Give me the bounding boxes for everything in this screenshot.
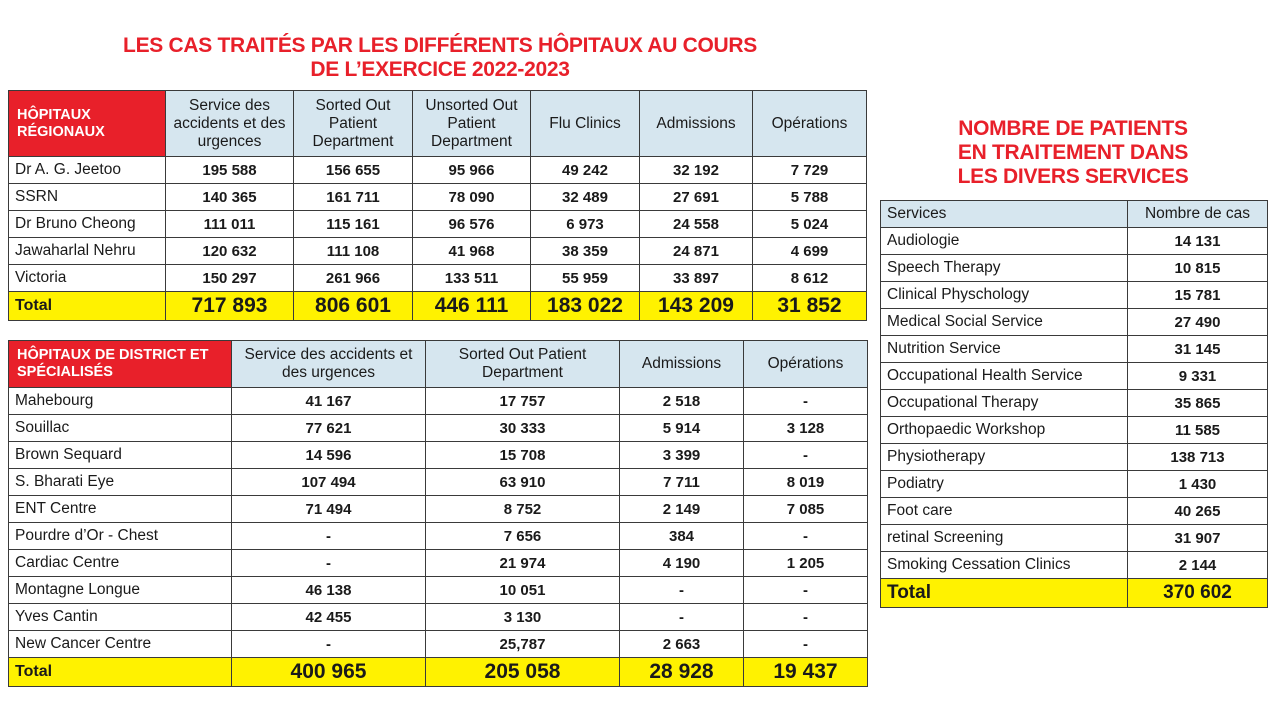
cell-value: - xyxy=(744,577,868,604)
cell-value: 14 596 xyxy=(232,442,426,469)
table-row xyxy=(9,415,868,442)
total-value: 183 022 xyxy=(531,292,640,321)
header-regional-hospitals: HÔPITAUX RÉGIONAUX xyxy=(9,91,166,157)
header-services: Services xyxy=(881,201,1128,228)
hospital-name: Brown Sequard xyxy=(9,442,232,469)
cell-value: 71 494 xyxy=(232,496,426,523)
header-sorted-opd: Sorted Out Patient Department xyxy=(294,91,413,157)
cell-value: 115 161 xyxy=(294,211,413,238)
table-row xyxy=(881,390,1268,417)
cell-value: 24 558 xyxy=(640,211,753,238)
service-name: Medical Social Service xyxy=(881,309,1128,336)
case-count: 27 490 xyxy=(1128,309,1268,336)
hospital-name: ENT Centre xyxy=(9,496,232,523)
table-row xyxy=(881,552,1268,579)
hospital-name: Jawaharlal Nehru xyxy=(9,238,166,265)
table-row xyxy=(9,469,868,496)
table-row xyxy=(9,631,868,658)
case-count: 31 907 xyxy=(1128,525,1268,552)
total-value: 370 602 xyxy=(1128,579,1268,608)
cell-value: 3 130 xyxy=(426,604,620,631)
service-name: Podiatry xyxy=(881,471,1128,498)
table-row xyxy=(881,444,1268,471)
service-name: Occupational Therapy xyxy=(881,390,1128,417)
cell-value: - xyxy=(744,604,868,631)
service-name: Physiotherapy xyxy=(881,444,1128,471)
cell-value: 1 205 xyxy=(744,550,868,577)
table-row xyxy=(881,282,1268,309)
cell-value: 195 588 xyxy=(166,157,294,184)
services-title-line1: NOMBRE DE PATIENTS xyxy=(958,117,1188,140)
cell-value: 25,787 xyxy=(426,631,620,658)
case-count: 15 781 xyxy=(1128,282,1268,309)
cell-value: 261 966 xyxy=(294,265,413,292)
cell-value: 10 051 xyxy=(426,577,620,604)
total-label: Total xyxy=(881,579,1128,608)
cell-value: 41 167 xyxy=(232,388,426,415)
cell-value: 3 399 xyxy=(620,442,744,469)
table-row xyxy=(881,498,1268,525)
cell-value: 7 085 xyxy=(744,496,868,523)
services-title-line3: LES DIVERS SERVICES xyxy=(957,165,1189,188)
cell-value: 5 914 xyxy=(620,415,744,442)
hospital-name: Souillac xyxy=(9,415,232,442)
case-count: 14 131 xyxy=(1128,228,1268,255)
cell-value: 30 333 xyxy=(426,415,620,442)
case-count: 1 430 xyxy=(1128,471,1268,498)
services-table xyxy=(880,200,1268,608)
services-title-line2: EN TRAITEMENT DANS xyxy=(957,141,1189,164)
cell-value: 15 708 xyxy=(426,442,620,469)
cell-value: 8 752 xyxy=(426,496,620,523)
table-row xyxy=(881,471,1268,498)
main-title-line2: DE L’EXERCICE 2022-2023 xyxy=(310,58,570,81)
cell-value: 38 359 xyxy=(531,238,640,265)
service-name: Audiologie xyxy=(881,228,1128,255)
table-row xyxy=(9,388,868,415)
hospital-name: Mahebourg xyxy=(9,388,232,415)
total-row xyxy=(9,292,867,321)
header-admissions: Admissions xyxy=(640,91,753,157)
cell-value: 384 xyxy=(620,523,744,550)
cell-value: 49 242 xyxy=(531,157,640,184)
cell-value: 150 297 xyxy=(166,265,294,292)
services-title xyxy=(888,117,1258,189)
cell-value: 120 632 xyxy=(166,238,294,265)
case-count: 9 331 xyxy=(1128,363,1268,390)
table-row xyxy=(881,417,1268,444)
service-name: Foot care xyxy=(881,498,1128,525)
table-row xyxy=(9,265,867,292)
cell-value: 5 788 xyxy=(753,184,867,211)
cell-value: - xyxy=(744,523,868,550)
cell-value: 21 974 xyxy=(426,550,620,577)
case-count: 138 713 xyxy=(1128,444,1268,471)
cell-value: 3 128 xyxy=(744,415,868,442)
header-district-hospitals: HÔPITAUX DE DISTRICT ET SPÉCIALISÉS xyxy=(9,341,232,388)
regional-hospitals-table xyxy=(8,90,867,321)
case-count: 40 265 xyxy=(1128,498,1268,525)
hospital-name: New Cancer Centre xyxy=(9,631,232,658)
table-row xyxy=(9,577,868,604)
cell-value: 55 959 xyxy=(531,265,640,292)
service-name: retinal Screening xyxy=(881,525,1128,552)
table-row xyxy=(9,442,868,469)
cell-value: - xyxy=(620,577,744,604)
table-row xyxy=(881,525,1268,552)
case-count: 2 144 xyxy=(1128,552,1268,579)
service-name: Clinical Physchology xyxy=(881,282,1128,309)
header-unsorted-opd: Unsorted Out Patient Department xyxy=(413,91,531,157)
table-row xyxy=(881,255,1268,282)
cell-value: - xyxy=(232,523,426,550)
cell-value: 111 011 xyxy=(166,211,294,238)
cell-value: 7 711 xyxy=(620,469,744,496)
header-operations: Opérations xyxy=(753,91,867,157)
table-row xyxy=(9,550,868,577)
cell-value: 5 024 xyxy=(753,211,867,238)
hospital-name: Dr Bruno Cheong xyxy=(9,211,166,238)
hospital-name: Pourdre d’Or - Chest xyxy=(9,523,232,550)
cell-value: 156 655 xyxy=(294,157,413,184)
cell-value: 4 699 xyxy=(753,238,867,265)
case-count: 35 865 xyxy=(1128,390,1268,417)
total-value: 28 928 xyxy=(620,658,744,687)
total-value: 19 437 xyxy=(744,658,868,687)
case-count: 10 815 xyxy=(1128,255,1268,282)
header-admissions: Admissions xyxy=(620,341,744,388)
hospital-name: Victoria xyxy=(9,265,166,292)
cell-value: 133 511 xyxy=(413,265,531,292)
cell-value: 17 757 xyxy=(426,388,620,415)
cell-value: 24 871 xyxy=(640,238,753,265)
cell-value: 2 518 xyxy=(620,388,744,415)
cell-value: - xyxy=(232,631,426,658)
table-header-row xyxy=(881,201,1268,228)
table-row xyxy=(9,523,868,550)
table-row xyxy=(9,211,867,238)
table-header-row xyxy=(9,341,868,388)
table-header-row xyxy=(9,91,867,157)
table-row xyxy=(9,157,867,184)
header-emergency-service: Service des accidents et des urgences xyxy=(232,341,426,388)
table-row xyxy=(881,336,1268,363)
cell-value: 8 019 xyxy=(744,469,868,496)
case-count: 11 585 xyxy=(1128,417,1268,444)
hospital-name: Cardiac Centre xyxy=(9,550,232,577)
hospital-name: SSRN xyxy=(9,184,166,211)
total-value: 143 209 xyxy=(640,292,753,321)
main-title-line1: LES CAS TRAITÉS PAR LES DIFFÉRENTS HÔPITAUX AU COURS xyxy=(123,34,757,57)
cell-value: - xyxy=(744,388,868,415)
cell-value: 95 966 xyxy=(413,157,531,184)
cell-value: 42 455 xyxy=(232,604,426,631)
table-row xyxy=(881,309,1268,336)
header-emergency-service: Service des accidents et des urgences xyxy=(166,91,294,157)
case-count: 31 145 xyxy=(1128,336,1268,363)
cell-value: 27 691 xyxy=(640,184,753,211)
table-row xyxy=(9,604,868,631)
cell-value: 41 968 xyxy=(413,238,531,265)
cell-value: 33 897 xyxy=(640,265,753,292)
total-row xyxy=(9,658,868,687)
service-name: Nutrition Service xyxy=(881,336,1128,363)
table-row xyxy=(881,228,1268,255)
hospital-name: Yves Cantin xyxy=(9,604,232,631)
total-value: 205 058 xyxy=(426,658,620,687)
header-case-count: Nombre de cas xyxy=(1128,201,1268,228)
service-name: Speech Therapy xyxy=(881,255,1128,282)
cell-value: 4 190 xyxy=(620,550,744,577)
cell-value: 8 612 xyxy=(753,265,867,292)
cell-value: - xyxy=(744,442,868,469)
cell-value: 161 711 xyxy=(294,184,413,211)
hospital-name: Dr A. G. Jeetoo xyxy=(9,157,166,184)
cell-value: 2 663 xyxy=(620,631,744,658)
service-name: Occupational Health Service xyxy=(881,363,1128,390)
cell-value: - xyxy=(232,550,426,577)
header-operations: Opérations xyxy=(744,341,868,388)
hospital-name: Montagne Longue xyxy=(9,577,232,604)
table-row xyxy=(9,238,867,265)
cell-value: 96 576 xyxy=(413,211,531,238)
cell-value: 78 090 xyxy=(413,184,531,211)
hospital-name: S. Bharati Eye xyxy=(9,469,232,496)
cell-value: 63 910 xyxy=(426,469,620,496)
cell-value: 32 489 xyxy=(531,184,640,211)
main-title xyxy=(40,34,840,82)
cell-value: 77 621 xyxy=(232,415,426,442)
total-value: 446 111 xyxy=(413,292,531,321)
cell-value: 7 656 xyxy=(426,523,620,550)
cell-value: 140 365 xyxy=(166,184,294,211)
total-value: 31 852 xyxy=(753,292,867,321)
header-sorted-opd: Sorted Out Patient Department xyxy=(426,341,620,388)
cell-value: 7 729 xyxy=(753,157,867,184)
total-value: 717 893 xyxy=(166,292,294,321)
table-row xyxy=(9,496,868,523)
cell-value: - xyxy=(744,631,868,658)
total-label: Total xyxy=(9,292,166,321)
service-name: Orthopaedic Workshop xyxy=(881,417,1128,444)
total-value: 400 965 xyxy=(232,658,426,687)
total-row xyxy=(881,579,1268,608)
table-row xyxy=(881,363,1268,390)
cell-value: 111 108 xyxy=(294,238,413,265)
cell-value: 6 973 xyxy=(531,211,640,238)
header-flu-clinics: Flu Clinics xyxy=(531,91,640,157)
total-value: 806 601 xyxy=(294,292,413,321)
service-name: Smoking Cessation Clinics xyxy=(881,552,1128,579)
cell-value: 107 494 xyxy=(232,469,426,496)
cell-value: 32 192 xyxy=(640,157,753,184)
table-row xyxy=(9,184,867,211)
total-label: Total xyxy=(9,658,232,687)
cell-value: - xyxy=(620,604,744,631)
cell-value: 2 149 xyxy=(620,496,744,523)
cell-value: 46 138 xyxy=(232,577,426,604)
district-hospitals-table xyxy=(8,340,868,687)
